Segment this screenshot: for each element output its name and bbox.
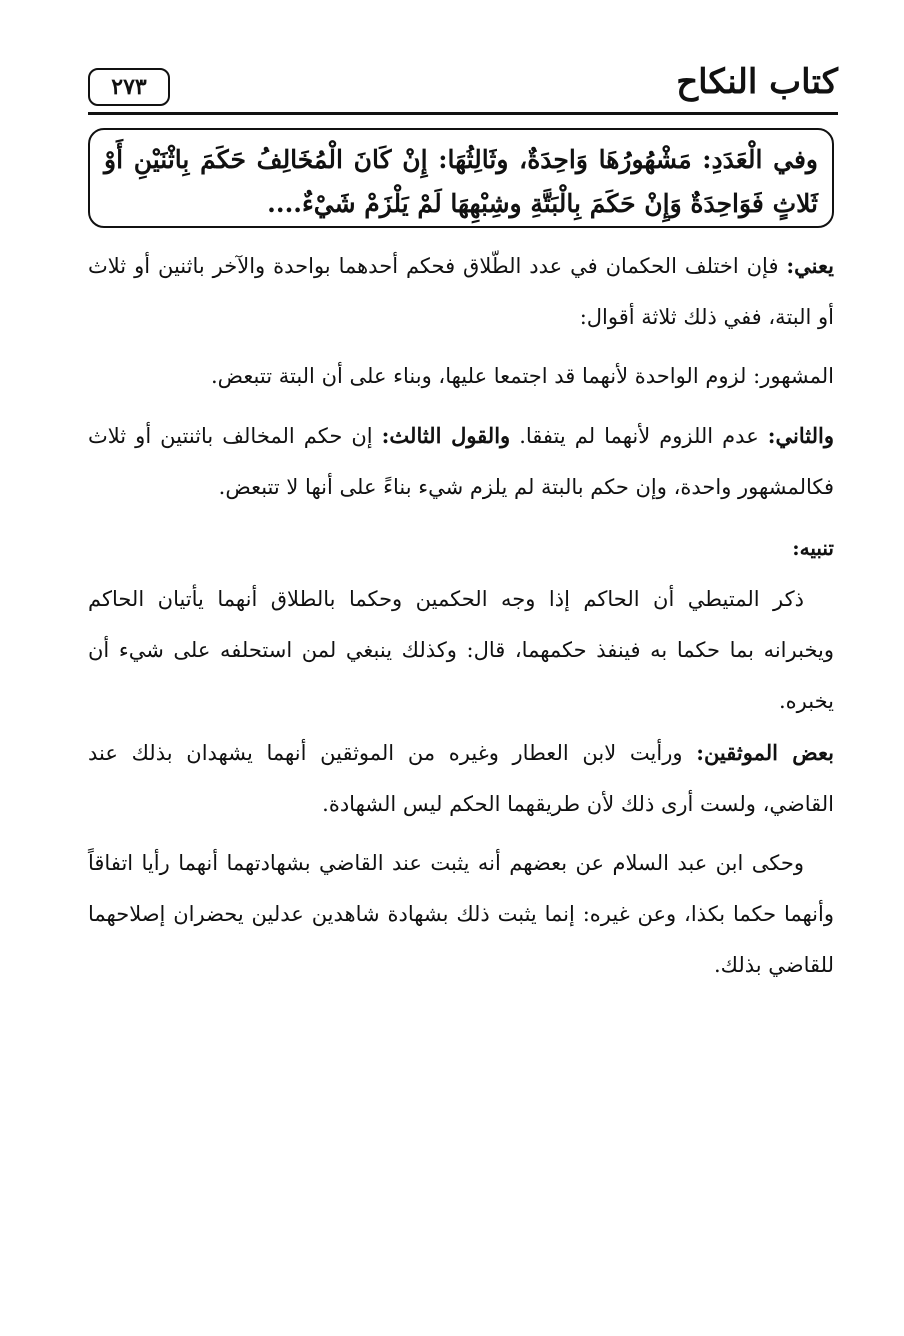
page-header xyxy=(88,62,838,114)
paragraph-1-label: يعني: xyxy=(786,253,834,278)
paragraph-6: وحكى ابن عبد السلام عن بعضهم أنه يثبت عند القاضي بشهادتهما أنهما رأيا اتفاقاً وأنهما حكما بكذا، وعن غيره: إنما يثبت ذلك بشهادة شاهدين عدلين يحضران إصلاحهما للقاضي بذلك. xyxy=(88,851,834,977)
note-heading: تنبيه: xyxy=(792,536,834,560)
paragraph-5 xyxy=(88,727,834,830)
page-number: ٢٧٣ xyxy=(88,68,170,106)
paragraph-2-label: المشهور: xyxy=(753,364,834,388)
paragraph-1 xyxy=(88,240,834,343)
matn-text: وفي الْعَدَدِ: مَشْهُورُهَا وَاحِدَةٌ، وثَالِثُهَا: إِنْ كَانَ الْمُخَالِفُ حَكَمَ بِاثْنَيْنِ أَوْ ثَلاثٍ فَوَاحِدَةٌ وَإِنْ حَكَمَ بِالْبَتَّةِ وشِبْهِهَا لَمْ يَلْزَمْ شَيْءٌ.... xyxy=(104,145,818,218)
spacer xyxy=(88,343,834,351)
header-rule xyxy=(88,112,838,115)
paragraph-1-text: فإن اختلف الحكمان في عدد الطّلاق فحكم أحدهما بواحدة والآخر باثنين أو ثلاث أو البتة، ففي ذلك ثلاثة أقوال: xyxy=(88,254,834,329)
paragraph-3-text-a: عدم اللزوم لأنهما لم يتفقا. xyxy=(510,424,768,448)
paragraph-5-text: ورأيت لابن العطار وغيره من الموثقين أنهما يشهدان بذلك عند القاضي، ولست أرى ذلك لأن طريقهما الحكم ليس الشهادة. xyxy=(88,741,834,816)
paragraph-5-label: بعض الموثقين: xyxy=(696,740,834,765)
paragraph-2-text: لزوم الواحدة لأنهما قد اجتمعا عليها، وبناء على أن البتة تتبعض. xyxy=(211,364,754,388)
paragraph-3 xyxy=(88,410,834,513)
paragraph-2 xyxy=(88,351,834,402)
spacer xyxy=(88,830,834,838)
book-title: كتاب النكاح xyxy=(676,62,838,102)
spacer xyxy=(88,402,834,410)
paragraph-3-label-b: والقول الثالث: xyxy=(381,423,511,448)
commentary-text xyxy=(88,240,834,991)
matn-box xyxy=(88,128,834,228)
spacer xyxy=(88,513,834,523)
paragraph-3-text-b: إن حكم المخالف باثنتين أو ثلاث فكالمشهور واحدة، وإن حكم بالبتة لم يلزم شيء بناءً على أنها لا تتبعض. xyxy=(88,424,834,499)
paragraph-3-label: والثاني: xyxy=(767,423,834,448)
paragraph-4: ذكر المتيطي أن الحاكم إذا وجه الحكمين وحكما بالطلاق أنهما يأتيان الحاكم ويخبرانه بما حكما به فينفذ حكمهما، قال: وكذلك ينبغي لمن استحلفه على شيء أن يخبره. xyxy=(88,587,834,713)
